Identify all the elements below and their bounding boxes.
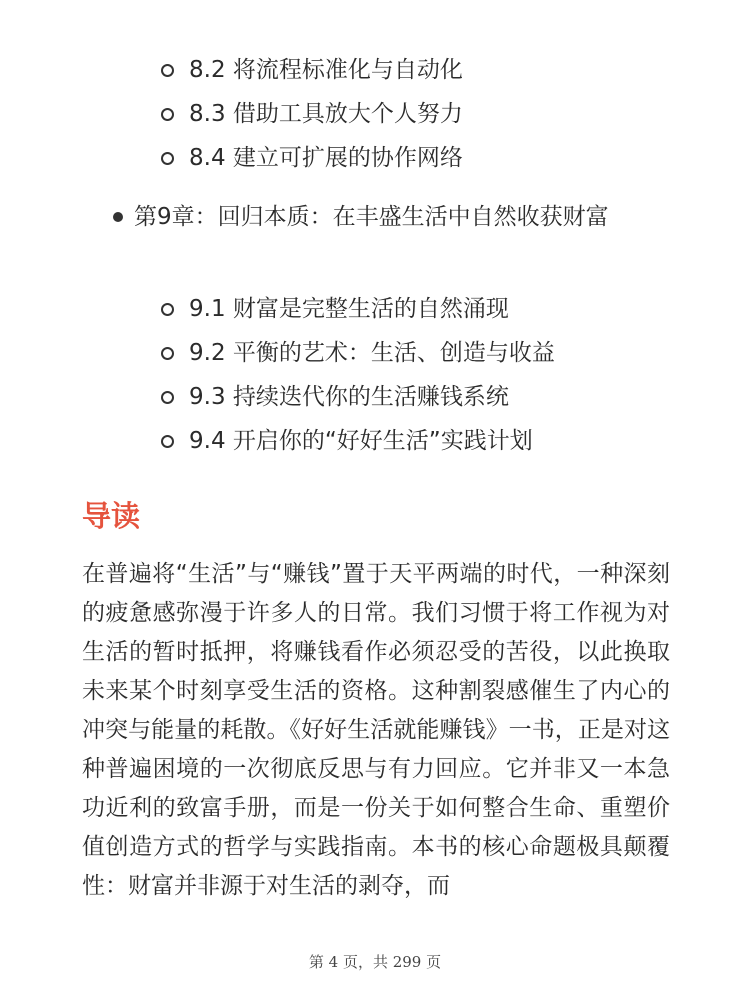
- toc-section-item[interactable]: [0, 136, 750, 180]
- toc-section-label: 8.2 将流程标准化与自动化: [189, 57, 463, 83]
- toc-section-item[interactable]: [0, 92, 750, 136]
- hollow-circle-bullet-icon: [161, 303, 174, 316]
- hollow-circle-bullet-icon: [161, 435, 174, 448]
- hollow-circle-bullet-icon: [161, 347, 174, 360]
- toc-section-item[interactable]: [0, 419, 750, 463]
- toc-section-label: 9.2 平衡的艺术：生活、创造与收益: [189, 340, 555, 366]
- hollow-circle-bullet-icon: [161, 64, 174, 77]
- filled-disc-bullet-icon: [113, 212, 123, 222]
- toc-chapter-title: 第9章：回归本质：在丰盛生活中自然收获财富: [134, 204, 609, 230]
- hollow-circle-bullet-icon: [161, 391, 174, 404]
- chapter9-section-list: [0, 287, 750, 463]
- intro-heading: 导读: [82, 499, 141, 533]
- toc-section-item[interactable]: [0, 331, 750, 375]
- chapter8-section-list: [0, 48, 750, 180]
- intro-paragraph: 在普遍将“生活”与“赚钱”置于天平两端的时代，一种深刻的疲惫感弥漫于许多人的日常。我们习惯于将工作视为对生活的暂时抵押，将赚钱看作必须忍受的苦役，以此换取未来某个时刻享受生活的资格。这种割裂感催生了内心的冲突与能量的耗散。《好好生活就能赚钱》一书，正是对这种普遍困境的一次彻底反思与有力回应。它并非又一本急功近利的致富手册，而是一份关于如何整合生命、重塑价值创造方式的哲学与实践指南。本书的核心命题极具颠覆性：财富并非源于对生活的剥夺，而: [82, 561, 670, 899]
- toc-section-item[interactable]: [0, 287, 750, 331]
- toc-section-label: 9.1 财富是完整生活的自然涌现: [189, 296, 509, 322]
- hollow-circle-bullet-icon: [161, 152, 174, 165]
- page-indicator: 第 4 页，共 299 页: [308, 953, 442, 971]
- toc-section-label: 8.3 借助工具放大个人努力: [189, 101, 463, 127]
- hollow-circle-bullet-icon: [161, 108, 174, 121]
- toc-section-label: 9.4 开启你的“好好生活”实践计划: [189, 428, 533, 454]
- toc-section-label: 9.3 持续迭代你的生活赚钱系统: [189, 384, 509, 410]
- toc-section-label: 8.4 建立可扩展的协作网络: [189, 145, 463, 171]
- toc-section-item[interactable]: [0, 48, 750, 92]
- toc-section-item[interactable]: [0, 375, 750, 419]
